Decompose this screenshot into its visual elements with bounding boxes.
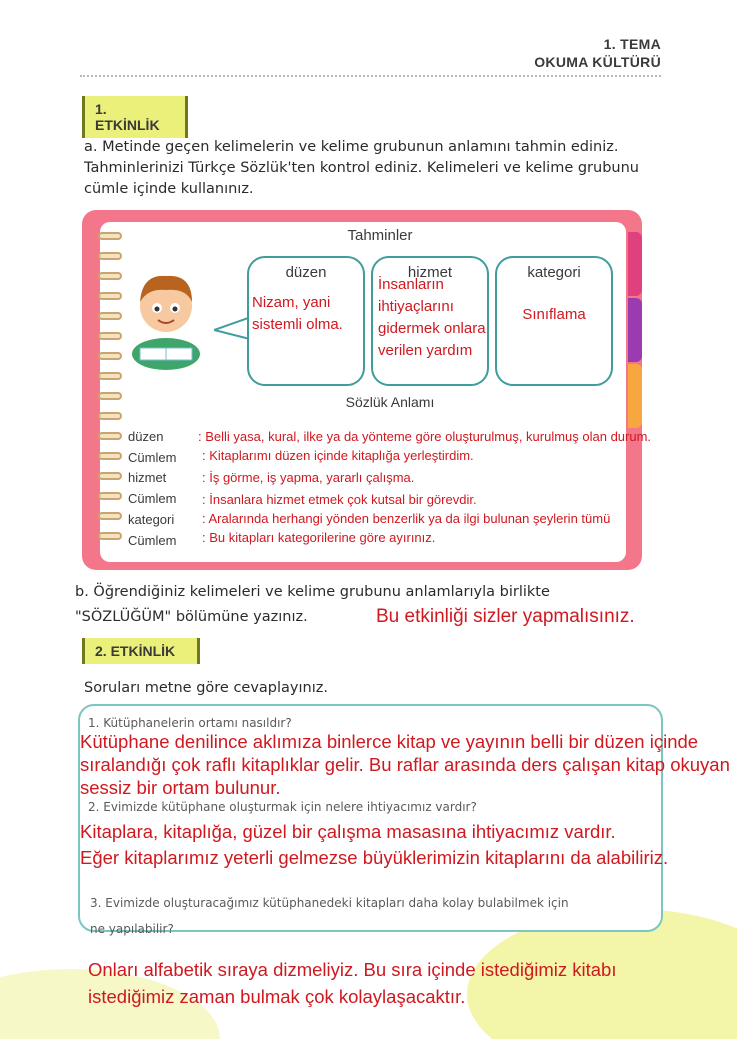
estimate-answer: İnsanların ihtiyaçlarını gidermek onlara verilen yardım [378, 276, 486, 359]
theme-number: 1. TEMA [603, 36, 661, 52]
child-reading-illustration [126, 262, 206, 372]
row-label: kategori [128, 512, 175, 527]
row-definition: : Belli yasa, kural, ilke ya da yönteme göre oluşturulmuş, kurulmuş olan durum. [198, 429, 652, 444]
row-definition: : Kitaplarımı düzen içinde kitaplığa yerleştirdim. [202, 448, 474, 463]
estimate-word: düzen [285, 264, 327, 281]
activity-1-answer-b: Bu etkinliği sizler yapmalısınız. [376, 606, 635, 627]
theme-name: OKUMA KÜLTÜRÜ [534, 54, 661, 70]
notebook-tab [628, 232, 642, 296]
row-label: Cümlem [128, 533, 177, 548]
answer-2-cont: Eğer kitaplarımız yeterli gelmezse büyüklerimizin kitaplarını da alabiliriz. [80, 847, 669, 868]
activity-1-instruction-a: a. Metinde geçen kelimelerin ve kelime grubunun anlamını tahmin ediniz. Tahminlerinizi Türkçe Sözlük'ten kontrol ediniz. Kelimeleri ve kelime grubunu cümle içinde kullanınız. [84, 139, 639, 197]
row-definition: : İnsanlara hizmet etmek çok kutsal bir görevdir. [202, 492, 477, 507]
estimates-title: Tahminler [347, 227, 413, 244]
row-definition: : İş görme, iş yapma, yararlı çalışma. [202, 470, 415, 485]
estimate-word: hizmet [407, 264, 453, 281]
answer-2: Kitaplara, kitaplığa, güzel bir çalışma masasına ihtiyacımız vardır. [80, 821, 616, 842]
notebook-tab [628, 364, 642, 428]
row-label: Cümlem [128, 491, 177, 506]
estimate-word: kategori [527, 264, 581, 281]
estimate-answer: Nizam, yani sistemli olma. [252, 294, 343, 333]
question-1: 1. Kütüphanelerin ortamı nasıldır? [88, 716, 292, 730]
answer-3: Onları alfabetik sıraya dizmeliyiz. Bu sıra içinde istediğimiz kitabı istediğimiz zaman bulmak çok kolaylaşacaktır. [88, 959, 617, 1007]
answer-1: Kütüphane denilince aklımıza binlerce kitap ve yayının belli bir düzen içinde sıralandığı çok raflı kitaplıklar gelir. Bu raflar arasında ders çalışan kitap okuyan sessiz bir ortam bulunur. [80, 731, 730, 798]
row-definition: : Bu kitapları kategorilerine göre ayırınız. [202, 530, 436, 545]
dictionary-title: Sözlük Anlamı [345, 394, 435, 410]
question-2: 2. Evimizde kütüphane oluşturmak için nelere ihtiyacımız vardır? [88, 800, 477, 814]
activity-1-instruction-b-cont: "SÖZLÜĞÜM" bölümüne yazınız. [75, 609, 308, 625]
row-definition: : Aralarında herhangi yönden benzerlik ya da ilgi bulunan şeylerin tümü [202, 511, 611, 526]
row-label: hizmet [128, 470, 167, 485]
activity-2-instruction: Soruları metne göre cevaplayınız. [84, 680, 328, 696]
activity-2-badge: 2. ETKİNLİK [82, 638, 200, 664]
header-divider [80, 75, 661, 77]
activity-1-instruction-b: b. Öğrendiğiniz kelimeleri ve kelime grubunu anlamlarıyla birlikte [75, 584, 550, 600]
question-3: 3. Evimizde oluşturacağımız kütüphanedeki kitapları daha kolay bulabilmek için [90, 896, 569, 910]
estimate-answer: Sınıflama [522, 306, 586, 323]
row-label: düzen [128, 429, 164, 444]
question-3-cont: ne yapılabilir? [90, 922, 174, 936]
notebook-tab [628, 298, 642, 362]
activity-1-badge: 1. ETKİNLİK [82, 96, 188, 138]
row-label: Cümlem [128, 450, 177, 465]
